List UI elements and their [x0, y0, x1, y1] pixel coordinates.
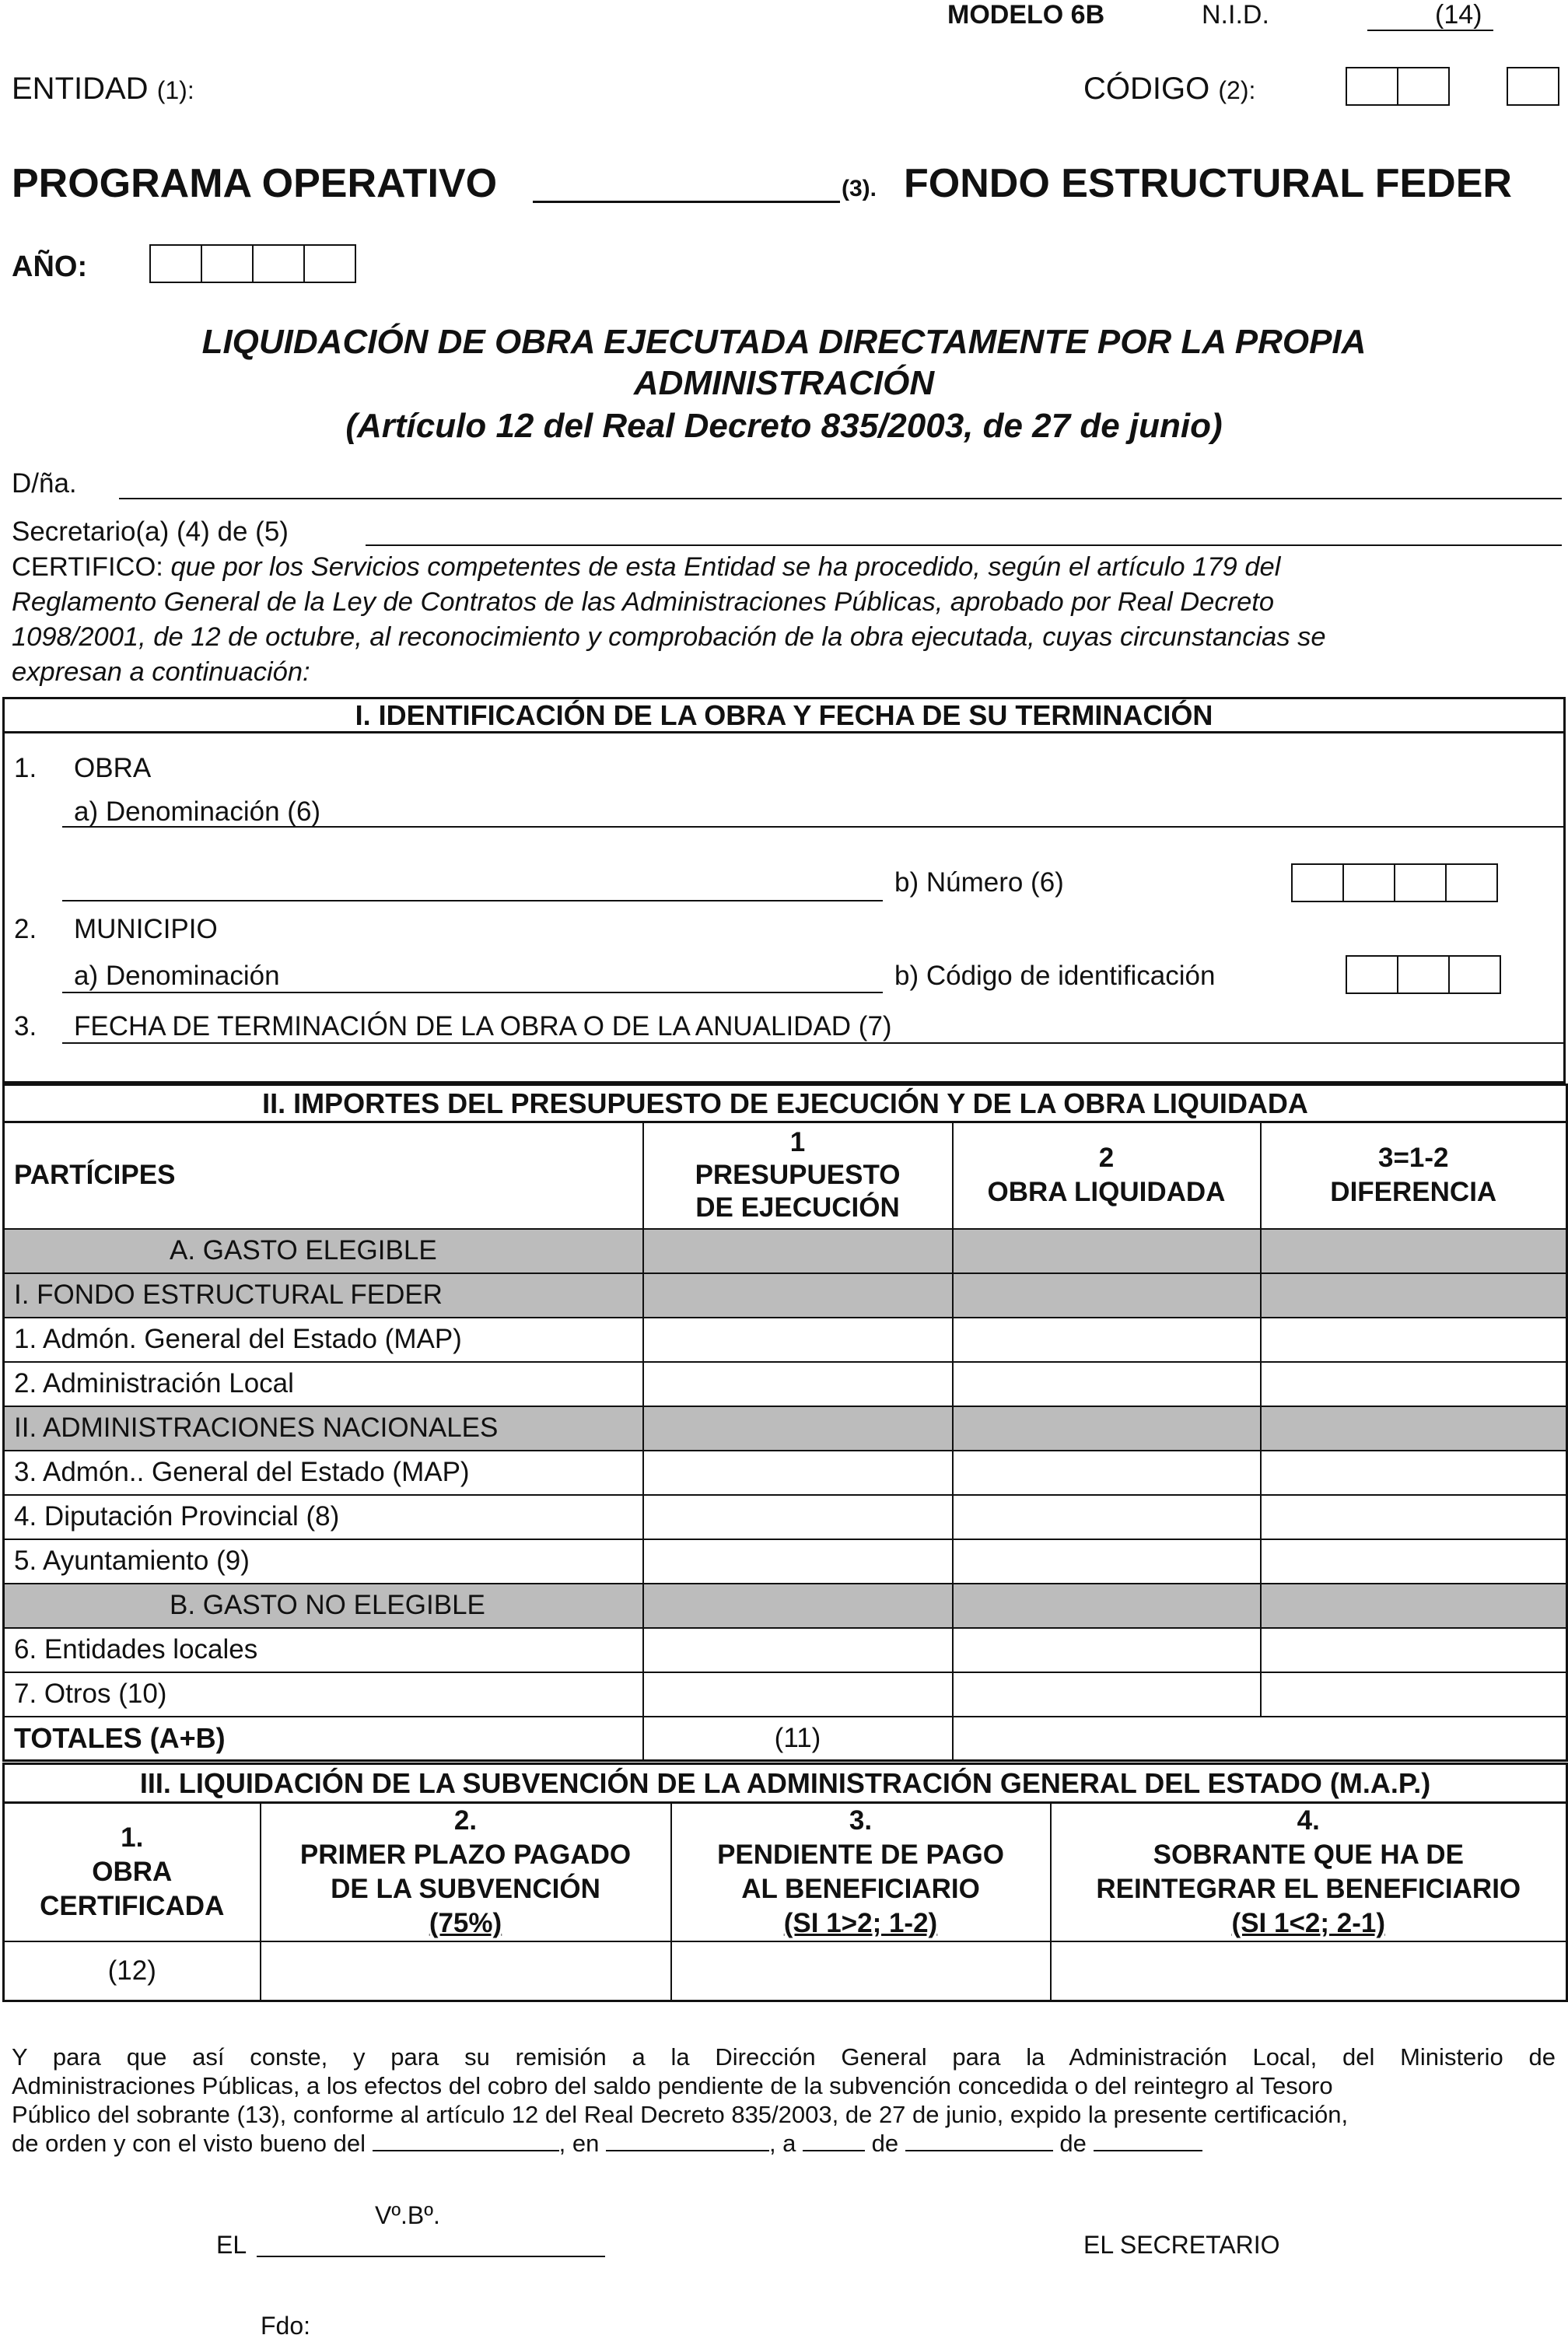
participe-row — [4, 1628, 1567, 1672]
participe-label: 2. Administración Local — [4, 1362, 643, 1406]
section2-title: II. IMPORTES DEL PRESUPUESTO DE EJECUCIÓN Y DE LA OBRA LIQUIDADA — [4, 1085, 1567, 1122]
participe-label: I. FONDO ESTRUCTURAL FEDER — [4, 1273, 643, 1318]
amount-cell[interactable] — [1261, 1451, 1567, 1495]
amount-cell[interactable] — [953, 1362, 1261, 1406]
closing-line1: Y para que así conste, y para su remisión a la Dirección General para la Administración Local, del Ministerio de — [12, 2043, 1556, 2071]
amount-cell[interactable] — [953, 1495, 1261, 1539]
mes-blank[interactable] — [905, 2150, 1053, 2151]
participe-label: 3. Admón.. General del Estado (MAP) — [4, 1451, 643, 1495]
totales-label: TOTALES (A+B) — [4, 1717, 643, 1761]
col-pendiente-pago-header: 3. PENDIENTE DE PAGO AL BENEFICIARIO (SI 1>2; 1-2) — [671, 1803, 1051, 1942]
obra-numero-label: b) Número (6) — [894, 867, 1064, 898]
sobrante-cell[interactable] — [1051, 1941, 1567, 2001]
secretario-label: Secretario(a) (4) de (5) — [12, 516, 289, 547]
obra-numero-boxes[interactable] — [1291, 863, 1496, 902]
amount-cell — [643, 1406, 953, 1451]
amount-cell — [1261, 1406, 1567, 1451]
ano-label: AÑO: — [12, 250, 88, 283]
dia-blank[interactable] — [803, 2150, 865, 2151]
participe-label: A. GASTO ELEGIBLE — [4, 1229, 643, 1273]
participe-label: 6. Entidades locales — [4, 1628, 643, 1672]
municipio-denominacion-label: a) Denominación — [74, 961, 280, 991]
el-label: EL — [216, 2231, 247, 2259]
certifico-line3: 1098/2001, de 12 de octubre, al reconocimiento y comprobación de la obra ejecutada, cuyas circunstancias se — [12, 622, 1326, 652]
programa-label: PROGRAMA OPERATIVO — [12, 161, 498, 206]
closing-line4: de orden y con el visto bueno del , en , a de de — [12, 2130, 1202, 2158]
amount-cell[interactable] — [643, 1495, 953, 1539]
amount-cell[interactable] — [1261, 1628, 1567, 1672]
obra-denominacion-line[interactable] — [62, 826, 1563, 828]
section1-title: I. IDENTIFICACIÓN DE LA OBRA Y FECHA DE SU TERMINACIÓN — [355, 699, 1213, 731]
participe-row — [4, 1229, 1567, 1273]
fecha-line[interactable] — [62, 1042, 1563, 1044]
participe-row — [4, 1406, 1567, 1451]
municipio-denominacion-line[interactable] — [62, 992, 883, 993]
document-subtitle: (Artículo 12 del Real Decreto 835/2003, de 27 de junio) — [345, 407, 1223, 445]
dna-label: D/ña. — [12, 468, 77, 499]
amount-cell — [1261, 1229, 1567, 1273]
document-title-line1: LIQUIDACIÓN DE OBRA EJECUTADA DIRECTAMENTE POR LA PROPIA — [201, 323, 1367, 361]
closing-line2: Administraciones Públicas, a los efectos del cobro del saldo pendiente de la subvención concedida o del reintegro al Tesoro — [12, 2072, 1333, 2099]
participe-label: 1. Admón. General del Estado (MAP) — [4, 1318, 643, 1362]
amount-cell — [643, 1229, 953, 1273]
amount-cell — [1261, 1584, 1567, 1628]
amount-cell — [953, 1406, 1261, 1451]
amount-cell[interactable] — [1261, 1362, 1567, 1406]
amount-cell[interactable] — [643, 1318, 953, 1362]
model-label: MODELO 6B — [947, 0, 1105, 30]
amount-cell[interactable] — [953, 1451, 1261, 1495]
obra-denominacion-line2[interactable] — [62, 900, 883, 901]
item3-number: 3. — [14, 1011, 37, 1041]
amount-cell[interactable] — [953, 1539, 1261, 1584]
participe-row — [4, 1672, 1567, 1717]
secretario-line[interactable] — [366, 544, 1562, 546]
participe-row — [4, 1451, 1567, 1495]
amount-cell[interactable] — [1261, 1539, 1567, 1584]
section3-table — [2, 1763, 1568, 2002]
certifico-line1: CERTIFICO: que por los Servicios competentes de esta Entidad se ha procedido, según el artículo 179 del — [12, 552, 1281, 582]
codigo-label: CÓDIGO (2): — [1083, 72, 1256, 106]
programa-ref: (3). — [842, 176, 877, 201]
ref-12: (12) — [107, 1955, 156, 1986]
amount-cell[interactable] — [953, 1672, 1261, 1717]
amount-cell — [643, 1273, 953, 1318]
codigo-boxes[interactable] — [1346, 67, 1448, 106]
certifico-line2: Reglamento General de la Ley de Contratos de las Administraciones Públicas, aprobado por Real Decreto — [12, 587, 1275, 617]
col-primer-plazo-header: 2. PRIMER PLAZO PAGADO DE LA SUBVENCIÓN (75%) — [261, 1803, 671, 1942]
municipio-codigo-boxes[interactable] — [1346, 955, 1500, 994]
totales-presupuesto-cell[interactable] — [643, 1717, 953, 1761]
certifico-line4: expresan a continuación: — [12, 657, 310, 687]
participe-label: B. GASTO NO ELEGIBLE — [4, 1584, 643, 1628]
amount-cell[interactable] — [643, 1362, 953, 1406]
programa-line[interactable] — [533, 201, 840, 203]
dna-line[interactable] — [119, 498, 1562, 499]
col-participes-header: PARTÍCIPES — [4, 1122, 643, 1229]
secretario-signature-label: EL SECRETARIO — [1083, 2231, 1280, 2259]
nid-label: N.I.D. — [1202, 0, 1269, 30]
amount-cell — [953, 1584, 1261, 1628]
amount-cell[interactable] — [953, 1318, 1261, 1362]
municipio-label: MUNICIPIO — [74, 914, 218, 944]
ano-blank[interactable] — [1094, 2150, 1202, 2151]
entidad-label: ENTIDAD (1): — [12, 72, 194, 106]
ano-boxes[interactable] — [149, 244, 355, 283]
fondo-label: FONDO ESTRUCTURAL FEDER — [904, 161, 1512, 206]
amount-cell[interactable] — [643, 1672, 953, 1717]
el-signature-line[interactable] — [257, 2256, 605, 2257]
fdo-label: Fdo: — [261, 2312, 311, 2340]
participe-row — [4, 1539, 1567, 1584]
participe-row — [4, 1273, 1567, 1318]
participe-row — [4, 1495, 1567, 1539]
primer-plazo-cell[interactable] — [261, 1941, 671, 2001]
amount-cell[interactable] — [1261, 1318, 1567, 1362]
pendiente-pago-cell[interactable] — [671, 1941, 1051, 2001]
nid-ref: (14) — [1435, 0, 1482, 30]
amount-cell[interactable] — [1261, 1495, 1567, 1539]
section3-title: III. LIQUIDACIÓN DE LA SUBVENCIÓN DE LA ADMINISTRACIÓN GENERAL DEL ESTADO (M.A.P.) — [4, 1764, 1567, 1803]
lugar-blank[interactable] — [606, 2150, 769, 2151]
amount-cell[interactable] — [643, 1539, 953, 1584]
col-diferencia-header: 3=1-2 DIFERENCIA — [1261, 1122, 1567, 1229]
item2-number: 2. — [14, 914, 37, 944]
obra-certificada-cell[interactable] — [4, 1941, 261, 2001]
totales-empty-3 — [1261, 1717, 1567, 1761]
participe-label: II. ADMINISTRACIONES NACIONALES — [4, 1406, 643, 1451]
col-obra-certificada-header: 1. OBRA CERTIFICADA — [4, 1803, 261, 1942]
item1-number: 1. — [14, 753, 37, 783]
obra-label: OBRA — [74, 753, 152, 783]
col-presupuesto-header: 1 PRESUPUESTO DE EJECUCIÓN — [643, 1122, 953, 1229]
amount-cell[interactable] — [1261, 1672, 1567, 1717]
participe-row — [4, 1584, 1567, 1628]
col-sobrante-header: 4. SOBRANTE QUE HA DE REINTEGRAR EL BENEFICIARIO (SI 1<2; 2-1) — [1051, 1803, 1567, 1942]
participe-label: 5. Ayuntamiento (9) — [4, 1539, 643, 1584]
amount-cell[interactable] — [643, 1628, 953, 1672]
participe-row — [4, 1362, 1567, 1406]
totales-empty-2 — [953, 1717, 1261, 1761]
participe-row — [4, 1318, 1567, 1362]
participe-label: 7. Otros (10) — [4, 1672, 643, 1717]
amount-cell[interactable] — [643, 1451, 953, 1495]
municipio-codigo-label: b) Código de identificación — [894, 961, 1216, 991]
amount-cell — [643, 1584, 953, 1628]
participe-label: 4. Diputación Provincial (8) — [4, 1495, 643, 1539]
vobo-label: Vº.Bº. — [375, 2201, 440, 2229]
visto-bueno-blank[interactable] — [373, 2150, 559, 2151]
amount-cell[interactable] — [953, 1628, 1261, 1672]
amount-cell — [953, 1273, 1261, 1318]
codigo-check-box[interactable] — [1507, 67, 1558, 106]
amount-cell — [1261, 1273, 1567, 1318]
amount-cell — [953, 1229, 1261, 1273]
closing-line3: Público del sobrante (13), conforme al artículo 12 del Real Decreto 835/2003, de 27 de junio, expido la presente certificación, — [12, 2101, 1349, 2128]
col-obra-liquidada-header: 2 OBRA LIQUIDADA — [953, 1122, 1261, 1229]
section2-table — [2, 1083, 1568, 1762]
obra-denominacion-label: a) Denominación (6) — [74, 796, 321, 827]
document-title-line2: ADMINISTRACIÓN — [633, 364, 935, 402]
totales-ref: (11) — [774, 1722, 821, 1753]
fecha-label: FECHA DE TERMINACIÓN DE LA OBRA O DE LA ANUALIDAD (7) — [74, 1011, 892, 1041]
